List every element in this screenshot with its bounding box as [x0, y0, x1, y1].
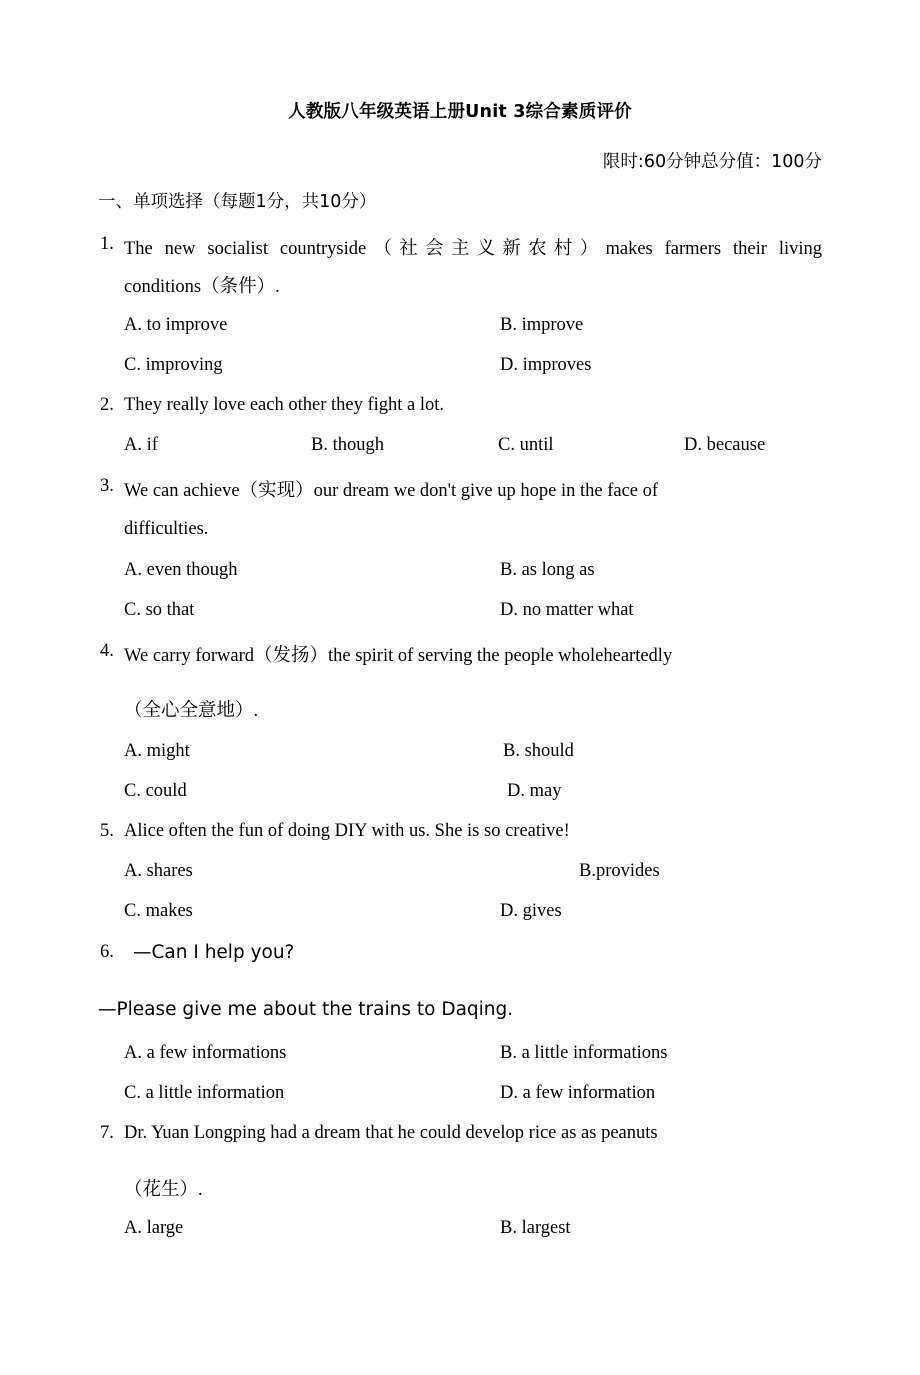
option-2-C[interactable]: C. until: [498, 435, 554, 455]
option-6-A[interactable]: A. a few informations: [124, 1043, 287, 1063]
option-5-C[interactable]: C. makes: [124, 901, 193, 921]
question-stem-4-line1: We carry forward（发扬）the spirit of serving the people wholeheartedly: [124, 646, 673, 666]
question-stem-2-line1: They really love each other they fight a lot.: [124, 395, 445, 415]
question-stem-6-line2: —Please give me about the trains to Daqing.: [98, 999, 514, 1020]
option-5-B[interactable]: B.provides: [579, 861, 660, 881]
option-1-A[interactable]: A. to improve: [124, 315, 228, 335]
option-5-D[interactable]: D. gives: [500, 901, 562, 921]
page-title: [0, 94, 920, 124]
question-number-7: 7.: [100, 1123, 114, 1143]
question-stem-3-line2: difficulties.: [124, 519, 209, 539]
section-heading-multiple-choice: [98, 188, 376, 213]
page-title-text: 人教版八年级英语上册Unit 3综合素质评价: [288, 102, 632, 122]
question-stem-5-line1: Alice often the fun of doing DIY with us. She is so creative!: [124, 821, 570, 841]
option-4-B[interactable]: B. should: [503, 741, 574, 761]
option-1-D[interactable]: D. improves: [500, 355, 592, 375]
option-6-B[interactable]: B. a little informations: [500, 1043, 668, 1063]
question-stem-3-line1: We can achieve（实现）our dream we don't give up hope in the face of: [124, 481, 659, 501]
option-3-A[interactable]: A. even though: [124, 560, 238, 580]
question-stem-1-line2: conditions（条件）.: [124, 277, 280, 297]
option-4-A[interactable]: A. might: [124, 741, 190, 761]
option-1-B[interactable]: B. improve: [500, 315, 584, 335]
question-stem-7-line2: （花生）.: [124, 1180, 203, 1200]
question-stem-7-line1: Dr. Yuan Longping had a dream that he could develop rice as as peanuts: [124, 1123, 658, 1143]
question-stem-1-line1: The new socialist countryside（社会主义新农村）makes farmers their living: [124, 239, 822, 259]
option-2-B[interactable]: B. though: [311, 435, 384, 455]
option-4-D[interactable]: D. may: [507, 781, 562, 801]
question-number-2: 2.: [100, 395, 114, 415]
option-4-C[interactable]: C. could: [124, 781, 187, 801]
option-3-D[interactable]: D. no matter what: [500, 600, 634, 620]
question-number-1: 1.: [100, 234, 114, 254]
option-7-A[interactable]: A. large: [124, 1218, 184, 1238]
exam-meta-subtitle: [603, 148, 822, 173]
option-3-C[interactable]: C. so that: [124, 600, 195, 620]
question-stem-6-line1: —Can I help you?: [133, 942, 295, 963]
option-3-B[interactable]: B. as long as: [500, 560, 595, 580]
section-heading-text: 一、单项选择（每题1分，共10分）: [98, 192, 377, 212]
option-1-C[interactable]: C. improving: [124, 355, 223, 375]
exam-meta-text: 限时:60分钟总分值：100分: [602, 152, 822, 172]
question-number-4: 4.: [100, 641, 114, 661]
option-2-A[interactable]: A. if: [124, 435, 158, 455]
question-number-3: 3.: [100, 476, 114, 496]
option-6-D[interactable]: D. a few information: [500, 1083, 656, 1103]
option-2-D[interactable]: D. because: [684, 435, 766, 455]
option-6-C[interactable]: C. a little information: [124, 1083, 285, 1103]
question-number-6: 6.: [100, 942, 114, 962]
question-stem-4-line2: （全心全意地）.: [124, 701, 259, 721]
option-7-B[interactable]: B. largest: [500, 1218, 571, 1238]
option-5-A[interactable]: A. shares: [124, 861, 193, 881]
question-number-5: 5.: [100, 821, 114, 841]
